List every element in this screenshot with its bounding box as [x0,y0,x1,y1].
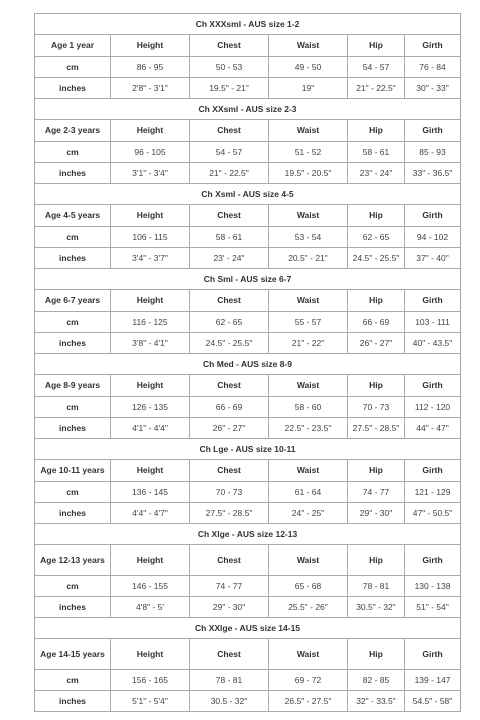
column-header: Waist [269,205,348,227]
cm-row [35,142,461,163]
measurement-cell: 26" - 27" [190,418,269,439]
column-header: Girth [405,639,461,670]
column-header: Height [111,639,190,670]
inches-row [35,418,461,439]
measurement-cell: 30.5" - 32" [348,597,405,618]
measurement-cell: 21" - 22.5" [348,78,405,99]
measurement-cell: 78 - 81 [190,670,269,691]
measurement-cell: 86 - 95 [111,57,190,78]
cm-row [35,312,461,333]
section-title: Ch Med - AUS size 8-9 [35,354,461,375]
unit-label: inches [35,163,111,184]
inches-row [35,163,461,184]
measurement-cell: 74 - 77 [190,576,269,597]
measurement-cell: 62 - 65 [190,312,269,333]
section-title-row [35,99,461,120]
measurement-cell: 21" - 22.5" [190,163,269,184]
cm-row [35,57,461,78]
measurement-cell: 37" - 40" [405,248,461,269]
measurement-cell: 26" - 27" [348,333,405,354]
measurement-cell: 62 - 65 [348,227,405,248]
unit-label: cm [35,312,111,333]
column-header-row [35,290,461,312]
measurement-cell: 116 - 125 [111,312,190,333]
measurement-cell: 74 - 77 [348,482,405,503]
section-title-row [35,618,461,639]
age-label: Age 10-11 years [35,460,111,482]
column-header: Height [111,205,190,227]
measurement-cell: 4'8" - 5' [111,597,190,618]
measurement-cell: 4'4" - 4'7" [111,503,190,524]
inches-row [35,691,461,712]
measurement-cell: 96 - 105 [111,142,190,163]
column-header: Chest [190,35,269,57]
unit-label: cm [35,576,111,597]
unit-label: inches [35,248,111,269]
section-title: Ch XXlge - AUS size 14-15 [35,618,461,639]
section-title-row [35,524,461,545]
column-header: Girth [405,460,461,482]
measurement-cell: 112 - 120 [405,397,461,418]
unit-label: inches [35,333,111,354]
column-header: Waist [269,639,348,670]
column-header: Chest [190,545,269,576]
measurement-cell: 20.5" - 21" [269,248,348,269]
age-label: Age 4-5 years [35,205,111,227]
measurement-cell: 53 - 54 [269,227,348,248]
measurement-cell: 2'8" - 3'1" [111,78,190,99]
measurement-cell: 23' - 24" [190,248,269,269]
measurement-cell: 85 - 93 [405,142,461,163]
unit-label: cm [35,670,111,691]
column-header: Height [111,35,190,57]
measurement-cell: 29" - 30" [348,503,405,524]
column-header-row [35,120,461,142]
column-header: Height [111,375,190,397]
measurement-cell: 70 - 73 [348,397,405,418]
cm-row [35,576,461,597]
column-header: Chest [190,120,269,142]
measurement-cell: 54.5" - 58" [405,691,461,712]
measurement-cell: 3'4" - 3'7" [111,248,190,269]
measurement-cell: 94 - 102 [405,227,461,248]
column-header: Hip [348,35,405,57]
age-label: Age 12-13 years [35,545,111,576]
column-header: Hip [348,460,405,482]
measurement-cell: 65 - 68 [269,576,348,597]
cm-row [35,227,461,248]
section-title-row [35,184,461,205]
measurement-cell: 51 - 52 [269,142,348,163]
column-header: Girth [405,35,461,57]
measurement-cell: 66 - 69 [348,312,405,333]
age-label: Age 1 year [35,35,111,57]
measurement-cell: 146 - 155 [111,576,190,597]
measurement-cell: 27.5" - 28.5" [348,418,405,439]
measurement-cell: 21" - 22" [269,333,348,354]
section-title-row [35,439,461,460]
unit-label: inches [35,503,111,524]
measurement-cell: 103 - 111 [405,312,461,333]
measurement-cell: 70 - 73 [190,482,269,503]
measurement-cell: 54 - 57 [190,142,269,163]
measurement-cell: 30.5 - 32" [190,691,269,712]
inches-row [35,333,461,354]
inches-row [35,597,461,618]
measurement-cell: 19" [269,78,348,99]
size-chart-table [34,13,461,712]
measurement-cell: 139 - 147 [405,670,461,691]
unit-label: inches [35,418,111,439]
column-header: Waist [269,290,348,312]
column-header: Height [111,290,190,312]
column-header: Girth [405,120,461,142]
measurement-cell: 58 - 61 [190,227,269,248]
age-label: Age 2-3 years [35,120,111,142]
measurement-cell: 24.5" - 25.5" [348,248,405,269]
unit-label: inches [35,597,111,618]
column-header: Hip [348,639,405,670]
section-title-row [35,14,461,35]
section-title-row [35,269,461,290]
column-header: Waist [269,35,348,57]
measurement-cell: 61 - 64 [269,482,348,503]
column-header: Hip [348,545,405,576]
column-header: Girth [405,545,461,576]
measurement-cell: 130 - 138 [405,576,461,597]
inches-row [35,78,461,99]
measurement-cell: 3'8" - 4'1" [111,333,190,354]
section-title: Ch Sml - AUS size 6-7 [35,269,461,290]
column-header: Hip [348,375,405,397]
column-header: Waist [269,120,348,142]
section-title: Ch Lge - AUS size 10-11 [35,439,461,460]
age-label: Age 14-15 years [35,639,111,670]
measurement-cell: 76 - 84 [405,57,461,78]
unit-label: cm [35,227,111,248]
measurement-cell: 136 - 145 [111,482,190,503]
measurement-cell: 44" - 47" [405,418,461,439]
column-header-row [35,205,461,227]
column-header: Girth [405,205,461,227]
column-header: Height [111,120,190,142]
unit-label: inches [35,691,111,712]
measurement-cell: 126 - 135 [111,397,190,418]
column-header: Chest [190,290,269,312]
column-header: Girth [405,290,461,312]
measurement-cell: 51" - 54" [405,597,461,618]
measurement-cell: 82 - 85 [348,670,405,691]
column-header: Height [111,545,190,576]
unit-label: inches [35,78,111,99]
measurement-cell: 69 - 72 [269,670,348,691]
measurement-cell: 22.5" - 23.5" [269,418,348,439]
column-header-row [35,460,461,482]
measurement-cell: 24.5" - 25.5" [190,333,269,354]
measurement-cell: 55 - 57 [269,312,348,333]
measurement-cell: 32" - 33.5" [348,691,405,712]
section-title: Ch XXXsml - AUS size 1-2 [35,14,461,35]
column-header: Hip [348,120,405,142]
measurement-cell: 156 - 165 [111,670,190,691]
column-header: Hip [348,205,405,227]
column-header: Waist [269,545,348,576]
measurement-cell: 58 - 61 [348,142,405,163]
column-header: Waist [269,460,348,482]
measurement-cell: 29" - 30" [190,597,269,618]
measurement-cell: 66 - 69 [190,397,269,418]
measurement-cell: 26.5" - 27.5" [269,691,348,712]
column-header-row [35,35,461,57]
column-header: Chest [190,205,269,227]
measurement-cell: 58 - 60 [269,397,348,418]
unit-label: cm [35,142,111,163]
measurement-cell: 23" - 24" [348,163,405,184]
column-header: Girth [405,375,461,397]
column-header-row [35,375,461,397]
section-title-row [35,354,461,375]
age-label: Age 8-9 years [35,375,111,397]
measurement-cell: 47" - 50.5" [405,503,461,524]
section-title: Ch XXsml - AUS size 2-3 [35,99,461,120]
column-header: Chest [190,375,269,397]
section-title: Ch Xsml - AUS size 4-5 [35,184,461,205]
measurement-cell: 5'1" - 5'4" [111,691,190,712]
measurement-cell: 121 - 129 [405,482,461,503]
measurement-cell: 27.5" - 28.5" [190,503,269,524]
measurement-cell: 49 - 50 [269,57,348,78]
column-header-row [35,545,461,576]
cm-row [35,397,461,418]
column-header: Chest [190,639,269,670]
measurement-cell: 33" - 36.5" [405,163,461,184]
measurement-cell: 78 - 81 [348,576,405,597]
measurement-cell: 54 - 57 [348,57,405,78]
column-header-row [35,639,461,670]
measurement-cell: 24" - 25" [269,503,348,524]
age-label: Age 6-7 years [35,290,111,312]
measurement-cell: 30" - 33" [405,78,461,99]
measurement-cell: 3'1" - 3'4" [111,163,190,184]
measurement-cell: 19.5" - 21" [190,78,269,99]
measurement-cell: 40" - 43.5" [405,333,461,354]
measurement-cell: 25.5" - 26" [269,597,348,618]
measurement-cell: 50 - 53 [190,57,269,78]
cm-row [35,482,461,503]
cm-row [35,670,461,691]
measurement-cell: 4'1" - 4'4" [111,418,190,439]
inches-row [35,248,461,269]
inches-row [35,503,461,524]
column-header: Waist [269,375,348,397]
column-header: Height [111,460,190,482]
unit-label: cm [35,57,111,78]
measurement-cell: 106 - 115 [111,227,190,248]
column-header: Chest [190,460,269,482]
unit-label: cm [35,397,111,418]
section-title: Ch Xlge - AUS size 12-13 [35,524,461,545]
measurement-cell: 19.5" - 20.5" [269,163,348,184]
column-header: Hip [348,290,405,312]
unit-label: cm [35,482,111,503]
